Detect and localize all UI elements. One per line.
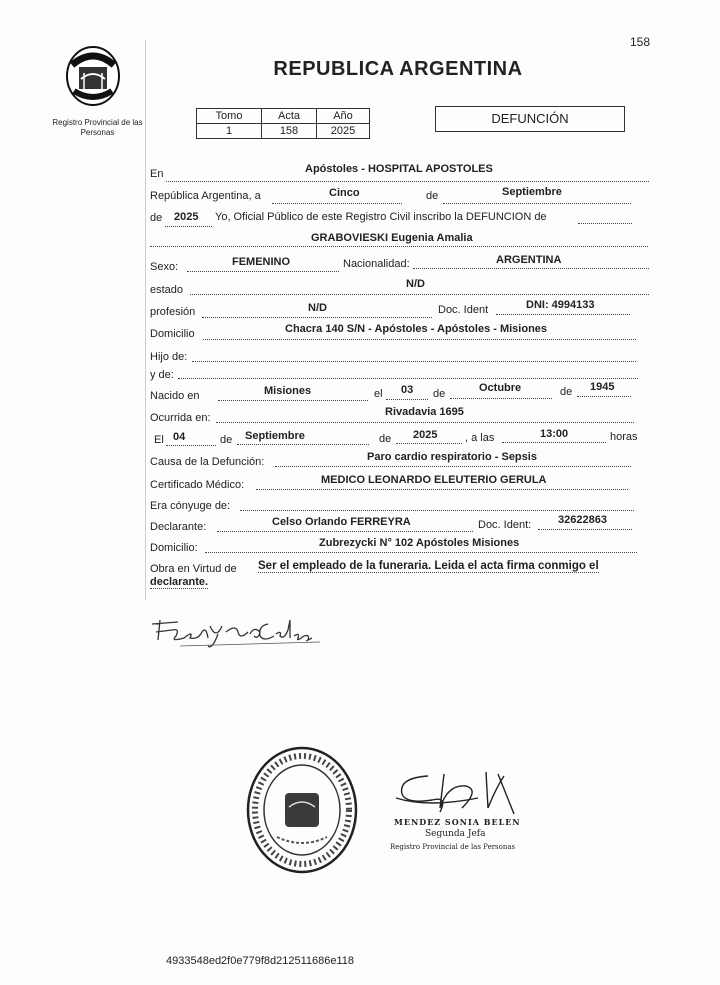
label-profesion: profesión [150, 306, 196, 318]
death-month-value: Septiembre [245, 430, 305, 442]
dotted-line [577, 396, 631, 397]
dotted-line [205, 552, 637, 553]
death-day-value: 04 [173, 431, 186, 443]
obra-value-line2: declarante. [150, 576, 209, 588]
death-year-value: 2025 [413, 429, 438, 441]
cause-value: Paro cardio respiratorio - Sepsis [367, 451, 537, 463]
page-title: REPUBLICA ARGENTINA [273, 58, 523, 80]
dotted-line [240, 510, 634, 511]
dotted-line [578, 223, 632, 224]
label-en: En [150, 168, 164, 180]
dotted-line [203, 339, 636, 340]
anio-label: Año [317, 109, 370, 124]
declarant-signature [150, 612, 325, 652]
dotted-line [187, 271, 339, 272]
label-republica: República Argentina, a [150, 190, 261, 202]
label-estado: estado [150, 284, 184, 296]
year-value: 2025 [174, 211, 199, 223]
official-signature [388, 768, 518, 823]
record-type-box: DEFUNCIÓN [435, 106, 625, 132]
label-causa: Causa de la Defunción: [150, 456, 265, 468]
registry-seal [245, 745, 360, 875]
obra-value-line1: Ser el empleado de la funeraria. Leida el acta firma conmigo el [258, 560, 599, 572]
label-doc-ident: Doc. Ident [438, 304, 489, 316]
dotted-line [502, 442, 606, 443]
declarant-doc-value: 32622863 [558, 514, 607, 526]
label-hijo-de: Hijo de: [150, 351, 188, 363]
birth-day-value: 03 [401, 384, 414, 396]
label-nacido-en: Nacido en [150, 390, 200, 402]
dotted-line [150, 246, 648, 247]
nationality-value: ARGENTINA [496, 254, 562, 266]
deceased-name: GRABOVIESKI Eugenia Amalia [311, 232, 473, 244]
dni-value: DNI: 4994133 [526, 299, 595, 311]
label-de: de [379, 433, 392, 445]
label-de: de [433, 388, 446, 400]
birthplace-value: Misiones [264, 385, 312, 397]
label-obra: Obra en Virtud de [150, 563, 237, 575]
document-hash: 4933548ed2f0e779f8d212511686e118 [166, 955, 355, 967]
dotted-line [237, 444, 369, 445]
label-horas: horas [610, 431, 638, 443]
address-value: Chacra 140 S/N - Apóstoles - Apóstoles - Misiones [285, 323, 548, 335]
label-certificado: Certificado Médico: [150, 479, 245, 491]
label-el: el [374, 388, 383, 400]
dotted-line [217, 531, 473, 532]
label-nacionalidad: Nacionalidad: [343, 258, 410, 270]
label-domicilio2: Domicilio: [150, 542, 198, 554]
dotted-line [272, 203, 402, 204]
label-declarante: Declarante: [150, 521, 207, 533]
profession-value: N/D [308, 302, 327, 314]
month-value: Septiembre [502, 186, 562, 198]
dotted-line [190, 294, 649, 295]
label-yo: Yo, Oficial Público de este Registro Civil inscribo la DEFUNCION de [215, 211, 547, 223]
estado-value: N/D [406, 278, 425, 290]
declarant-address-value: Zubrezycki N° 102 Apóstoles Misiones [319, 537, 520, 549]
label-el-cap: El [154, 434, 164, 446]
death-time-value: 13:00 [540, 428, 569, 440]
anio-value: 2025 [317, 124, 370, 139]
dotted-line [413, 268, 649, 269]
dotted-line [218, 400, 368, 401]
day-value: Cinco [329, 187, 360, 199]
acta-value: 158 [262, 124, 317, 139]
official-name: MENDEZ SONIA BELEN [394, 817, 521, 827]
dotted-line [275, 466, 631, 467]
sex-value: FEMENINO [232, 256, 291, 268]
label-sexo: Sexo: [150, 261, 179, 273]
label-y-de: y de: [150, 369, 174, 381]
record-index-table [196, 108, 370, 139]
tomo-label: Tomo [197, 109, 262, 124]
official-role: Segunda Jefa [425, 829, 486, 839]
dotted-line [165, 226, 212, 227]
birth-year-value: 1945 [590, 381, 615, 393]
dotted-line [450, 398, 552, 399]
label-de: de [150, 212, 163, 224]
dotted-line [496, 314, 630, 315]
label-de: de [426, 190, 439, 202]
label-de: de [220, 434, 233, 446]
label-de: de [560, 386, 573, 398]
dotted-line [538, 529, 632, 530]
dotted-line [216, 422, 634, 423]
margin-line [145, 40, 146, 600]
acta-label: Acta [262, 109, 317, 124]
registry-name: Registro Provincial de las Personas [52, 118, 143, 137]
dotted-line [166, 445, 216, 446]
declarant-value: Celso Orlando FERREYRA [272, 516, 411, 528]
dotted-line [396, 443, 462, 444]
dotted-line [386, 399, 428, 400]
label-a-las: , a las [465, 432, 495, 444]
tomo-value: 1 [197, 124, 262, 139]
place-value: Apóstoles - HOSPITAL APOSTOLES [305, 163, 493, 175]
dotted-line [256, 489, 628, 490]
label-ocurrida-en: Ocurrida en: [150, 412, 211, 424]
dotted-line [192, 361, 636, 362]
label-doc-ident2: Doc. Ident: [478, 519, 532, 531]
label-domicilio: Domicilio [150, 328, 195, 340]
dotted-line [166, 181, 649, 182]
dotted-line [178, 378, 638, 379]
official-org: Registro Provincial de las Personas [390, 843, 516, 851]
dotted-line [202, 317, 432, 318]
label-conyuge: Era cónyuge de: [150, 500, 231, 512]
page-number: 158 [630, 35, 651, 49]
death-place-value: Rivadavia 1695 [385, 406, 464, 418]
dotted-line [443, 203, 631, 204]
birth-month-value: Octubre [479, 382, 522, 394]
doctor-value: MEDICO LEONARDO ELEUTERIO GERULA [321, 474, 547, 486]
